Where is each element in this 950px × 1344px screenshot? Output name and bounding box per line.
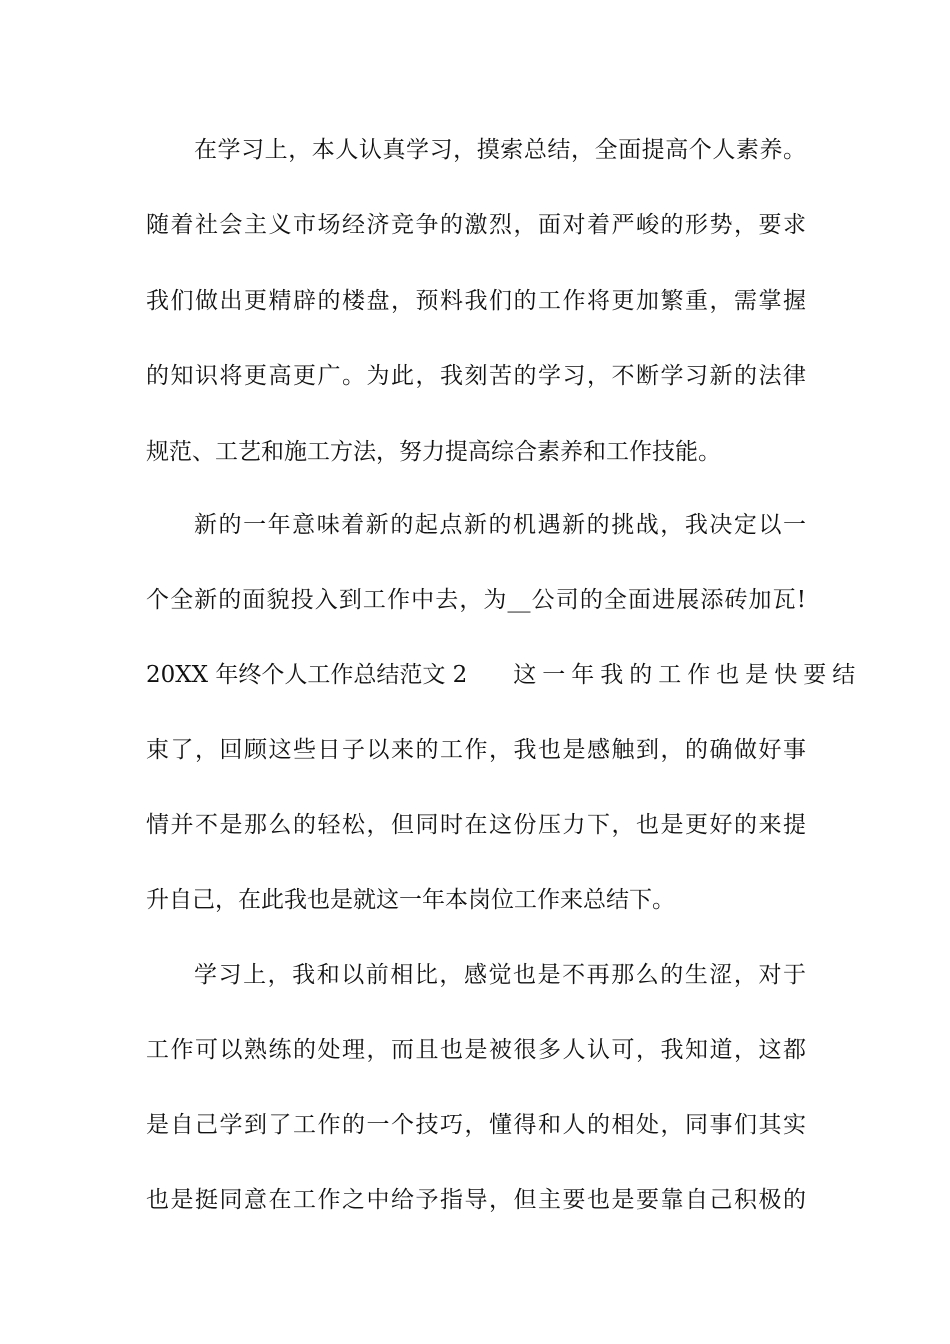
paragraph-4-line-1: 学习上，我和以前相比，感觉也是不再那么的生涩，对于 <box>194 962 806 988</box>
paragraph-3-line-1: 这一年我的工作也是快要结 <box>513 662 862 688</box>
paragraph-3-line-2: 束了，回顾这些日子以来的工作，我也是感触到，的确做好事 <box>146 737 806 763</box>
paragraph-1-line-4: 的知识将更高更广。为此，我刻苦的学习，不断学习新的法律 <box>146 363 806 389</box>
section-heading: 20XX 年终个人工作总结范文 2 <box>146 662 468 688</box>
paragraph-1-line-2: 随着社会主义市场经济竞争的激烈，面对着严峻的形势，要求 <box>146 212 806 238</box>
paragraph-3-line-3: 情并不是那么的轻松，但同时在这份压力下，也是更好的来提 <box>146 812 806 838</box>
paragraph-2-line-2: 个全新的面貌投入到工作中去，为__公司的全面进展添砖加瓦! <box>146 587 806 613</box>
paragraph-1-line-3: 我们做出更精辟的楼盘，预料我们的工作将更加繁重，需掌握 <box>146 288 806 314</box>
section-heading-line <box>146 655 862 695</box>
paragraph-4-line-4: 也是挺同意在工作之中给予指导，但主要也是要靠自己积极的 <box>146 1187 806 1213</box>
paragraph-3-line-4: 升自己，在此我也是就这一年本岗位工作来总结下。 <box>146 887 675 913</box>
paragraph-2-line-1: 新的一年意味着新的起点新的机遇新的挑战，我决定以一 <box>194 512 806 538</box>
paragraph-4-line-3: 是自己学到了工作的一个技巧，懂得和人的相处，同事们其实 <box>146 1112 806 1138</box>
paragraph-1-line-5: 规范、工艺和施工方法，努力提高综合素养和工作技能。 <box>146 439 721 465</box>
paragraph-1-line-1: 在学习上，本人认真学习，摸索总结，全面提高个人素养。 <box>194 137 806 163</box>
paragraph-4-line-2: 工作可以熟练的处理，而且也是被很多人认可，我知道，这都 <box>146 1037 806 1063</box>
